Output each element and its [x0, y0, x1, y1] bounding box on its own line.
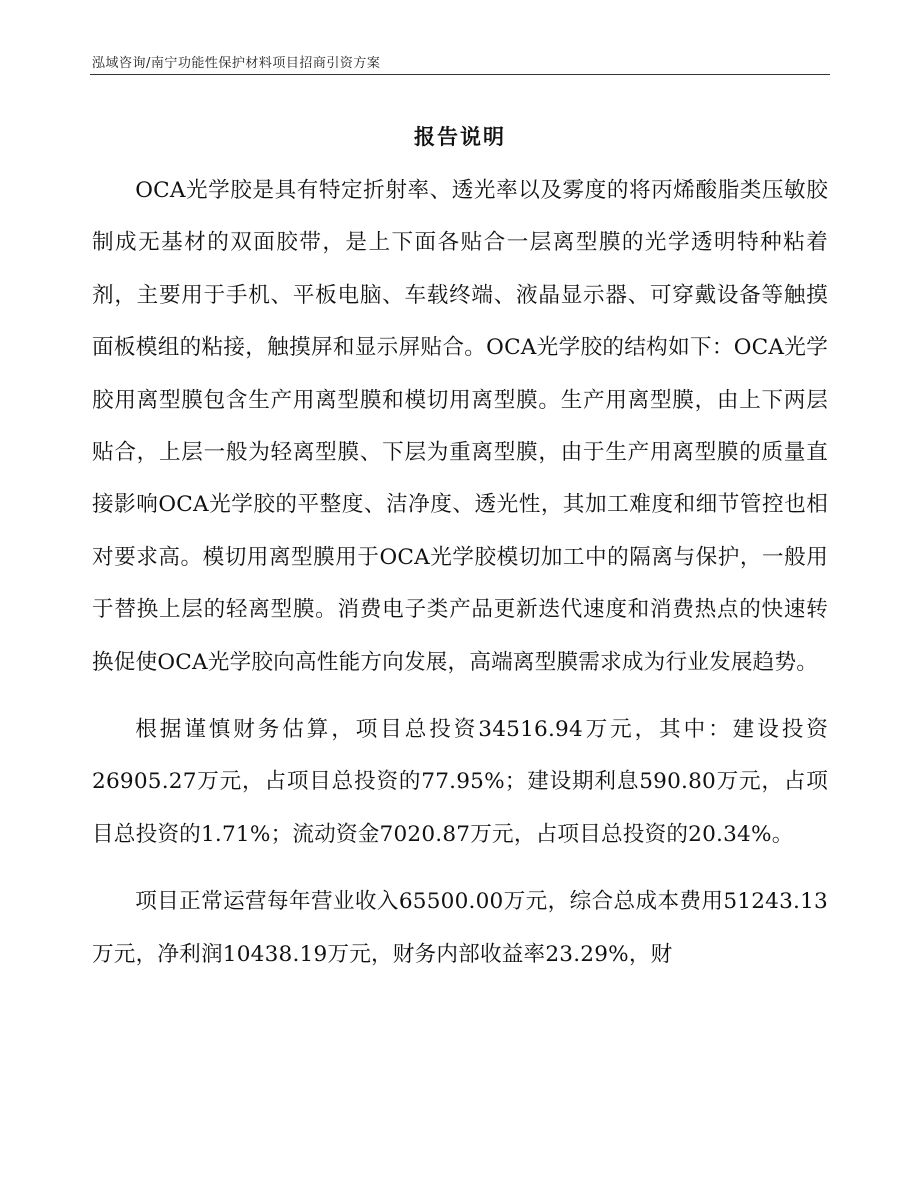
- running-header: 泓域咨询/南宁功能性保护材料项目招商引资方案: [92, 56, 381, 71]
- paragraph-investment: 根据谨慎财务估算，项目总投资34516.94万元，其中：建设投资26905.27万元，占项目总投资的77.95%；建设期利息590.80万元，占项目总投资的1.71%；流动资金7020.87万元，占项目总投资的20.34%。: [92, 717, 828, 847]
- page-title: 报告说明: [414, 125, 506, 149]
- header-divider: [90, 74, 830, 75]
- paragraph-intro: OCA光学胶是具有特定折射率、透光率以及雾度的将丙烯酸脂类压敏胶制成无基材的双面胶带，是上下面各贴合一层离型膜的光学透明特种粘着剂，主要用于手机、平板电脑、车载终端、液晶显示器、可穿戴设备等触摸面板模组的粘接，触摸屏和显示屏贴合。OCA光学胶的结构如下：OCA光学胶用离型膜包含生产用离型膜和模切用离型膜。生产用离型膜，由上下两层贴合，上层一般为轻离型膜、下层为重离型膜，由于生产用离型膜的质量直接影响OCA光学胶的平整度、洁净度、透光性，其加工难度和细节管控也相对要求高。模切用离型膜用于OCA光学胶模切加工中的隔离与保护，一般用于替换上层的轻离型膜。消费电子类产品更新迭代速度和消费热点的快速转换促使OCA光学胶向高性能方向发展，高端离型膜需求成为行业发展趋势。: [92, 178, 828, 675]
- report-body: [92, 165, 828, 996]
- paragraph-revenue: 项目正常运营每年营业收入65500.00万元，综合总成本费用51243.13万元，净利润10438.19万元，财务内部收益率23.29%，财: [92, 889, 828, 967]
